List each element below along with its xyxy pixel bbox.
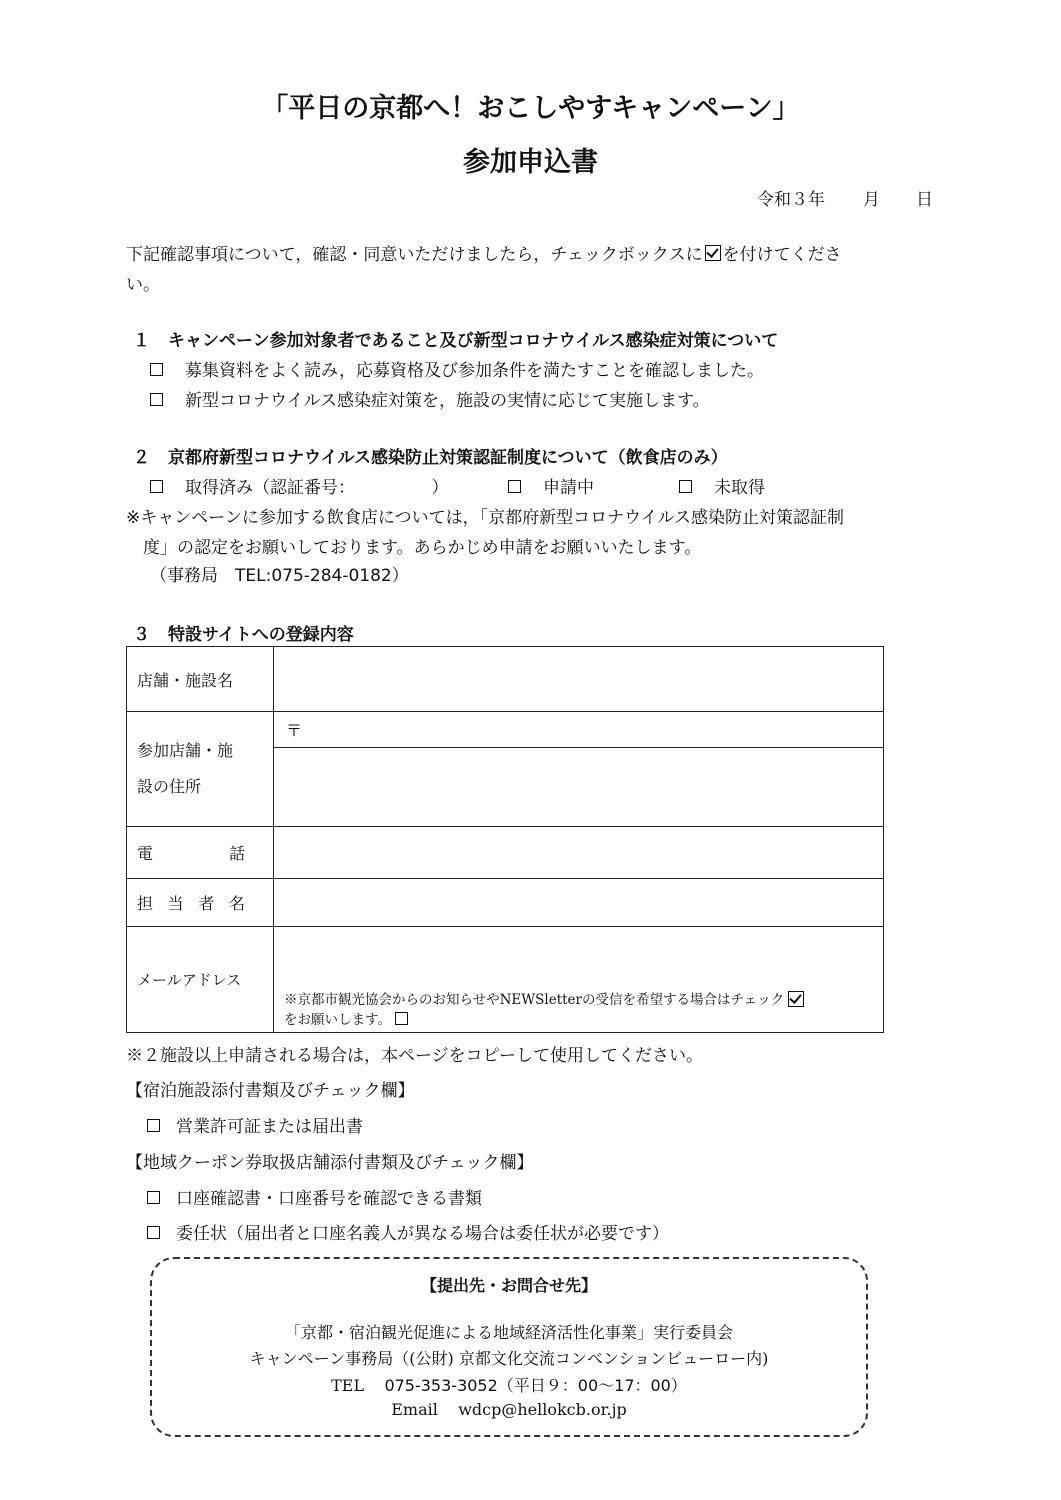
checkbox-icon[interactable]: [147, 1191, 160, 1204]
submission-heading: 【提出先・お問合せ先】: [420, 1276, 597, 1295]
phone-field[interactable]: [274, 827, 884, 879]
label-char: 名: [228, 894, 245, 913]
phone-label: [127, 827, 274, 879]
phone-char: 話: [228, 844, 245, 863]
section3-heading: [133, 620, 354, 645]
option-label: 申請中: [543, 478, 594, 498]
section2-number: ２: [133, 448, 150, 468]
section1-title: キャンペーン参加対象者であること及び新型コロナウイルス感染症対策について: [168, 331, 779, 351]
newsletter-note-line2: [284, 1010, 883, 1030]
section3-number: ３: [133, 625, 150, 645]
item-label: 営業許可証または届出書: [176, 1117, 363, 1137]
section1-number: １: [133, 331, 150, 351]
submission-email: [150, 1400, 868, 1419]
checkbox-icon[interactable]: [679, 480, 692, 493]
section2-note-2: 度」の認定をお願いしております。あらかじめ申請をお願いいたします。: [143, 538, 702, 558]
checkbox-icon[interactable]: [147, 1226, 160, 1239]
submission-line1: 「京都・宿泊観光促進による地域経済活性化事業」実行委員会: [284, 1323, 733, 1342]
checkbox-icon[interactable]: [508, 480, 521, 493]
option-applying[interactable]: [508, 473, 594, 498]
coupon-item-2[interactable]: [147, 1219, 669, 1244]
contact-person-field[interactable]: [274, 879, 884, 927]
checkbox-icon[interactable]: [150, 363, 163, 376]
contact-person-label: [127, 879, 274, 927]
table-row: [127, 712, 884, 748]
tel-value: 075-353-3052（平日９：00～17：00）: [384, 1376, 687, 1395]
address-label: [127, 712, 274, 827]
postal-mark: 〒: [286, 721, 303, 740]
option-label: 未取得: [714, 478, 765, 498]
label-char: 者: [198, 894, 215, 913]
store-name-label: 店舗・施設名: [127, 647, 274, 712]
section1-heading: [133, 326, 778, 351]
phone-char: 電: [137, 844, 154, 863]
option-obtained[interactable]: [150, 473, 449, 498]
section1-item-1[interactable]: [150, 356, 764, 381]
address-field[interactable]: [274, 748, 884, 827]
checkbox-icon[interactable]: [150, 480, 163, 493]
intro-line-1: [126, 240, 842, 265]
document-title: 「平日の京都へ！おこしやすキャンペーン」: [261, 93, 800, 124]
option-not-obtained[interactable]: [679, 473, 765, 498]
date-day: 日: [916, 190, 933, 210]
newsletter-checkbox-icon[interactable]: [395, 1012, 408, 1025]
tel-label: TEL: [331, 1376, 365, 1395]
newsletter-checked-icon[interactable]: [788, 991, 804, 1007]
section2-heading: [133, 443, 728, 468]
date-era: 令和３年: [757, 190, 825, 210]
checked-box-icon: [705, 245, 721, 261]
intro-text-end: を付けてくださ: [722, 245, 842, 265]
intro-text: 下記確認事項について，確認・同意いただけましたら，チェックボックスに: [126, 245, 703, 265]
newsletter-note-text: ※京都市観光協会からのお知らせやNEWSletterの受信を希望する場合はチェック: [284, 992, 785, 1008]
postal-code-field[interactable]: [274, 712, 884, 748]
email-label: メールアドレス: [127, 927, 274, 1033]
table-row: [127, 827, 884, 879]
registration-table: [126, 646, 884, 1033]
section3-title: 特設サイトへの登録内容: [168, 625, 354, 645]
coupon-heading: 【地域クーポン券取扱店舗添付書類及びチェック欄】: [126, 1153, 534, 1173]
item-label: 口座確認書・口座番号を確認できる書類: [176, 1189, 482, 1209]
document-subtitle: 参加申込書: [463, 147, 598, 178]
item-label: 新型コロナウイルス感染症対策を，施設の実情に応じて実施します。: [185, 391, 710, 411]
section2-note-1: ※キャンペーンに参加する飲食店については，「京都府新型コロナウイルス感染防止対策認証制: [126, 508, 845, 528]
section2-contact: （事務局 TEL:075-284-0182）: [150, 566, 409, 586]
email-field[interactable]: [274, 927, 884, 1033]
table-row: [127, 927, 884, 1033]
section2-title: 京都府新型コロナウイルス感染防止対策認証制度について（飲食店のみ）: [168, 448, 728, 468]
item-label: 募集資料をよく読み，応募資格及び参加条件を満たすことを確認しました。: [185, 361, 765, 381]
option-label: 取得済み（認証番号： ）: [185, 478, 449, 498]
email-label-text: Email: [391, 1400, 438, 1419]
email-value[interactable]: wdcp@hellokcb.or.jp: [458, 1400, 627, 1419]
lodging-item-1[interactable]: [147, 1112, 363, 1137]
table-row: [127, 879, 884, 927]
table-row: [127, 647, 884, 712]
store-name-field[interactable]: [274, 647, 884, 712]
address-label-line2: 設の住所: [137, 777, 202, 796]
lodging-heading: 【宿泊施設添付書類及びチェック欄】: [126, 1081, 415, 1101]
newsletter-note-line1: [284, 990, 883, 1010]
label-char: 当: [167, 894, 184, 913]
date-line: [757, 185, 933, 210]
submission-line2: キャンペーン事務局（(公財) 京都文化交流コンベンションビューロー内): [249, 1349, 769, 1368]
newsletter-note-text-2: をお願いします。: [284, 1012, 391, 1028]
checkbox-icon[interactable]: [150, 393, 163, 406]
copy-note: ※２施設以上申請される場合は，本ページをコピーして使用してください。: [126, 1046, 703, 1066]
intro-line-2: い。: [126, 275, 160, 295]
date-month: 月: [863, 190, 880, 210]
checkbox-icon[interactable]: [147, 1119, 160, 1132]
address-label-line1: 参加店舗・施: [137, 741, 234, 760]
label-char: 担: [137, 894, 154, 913]
item-label: 委任状（届出者と口座名義人が異なる場合は委任状が必要です）: [176, 1224, 669, 1244]
coupon-item-1[interactable]: [147, 1184, 482, 1209]
submission-tel: [150, 1373, 868, 1396]
section1-item-2[interactable]: [150, 386, 710, 411]
